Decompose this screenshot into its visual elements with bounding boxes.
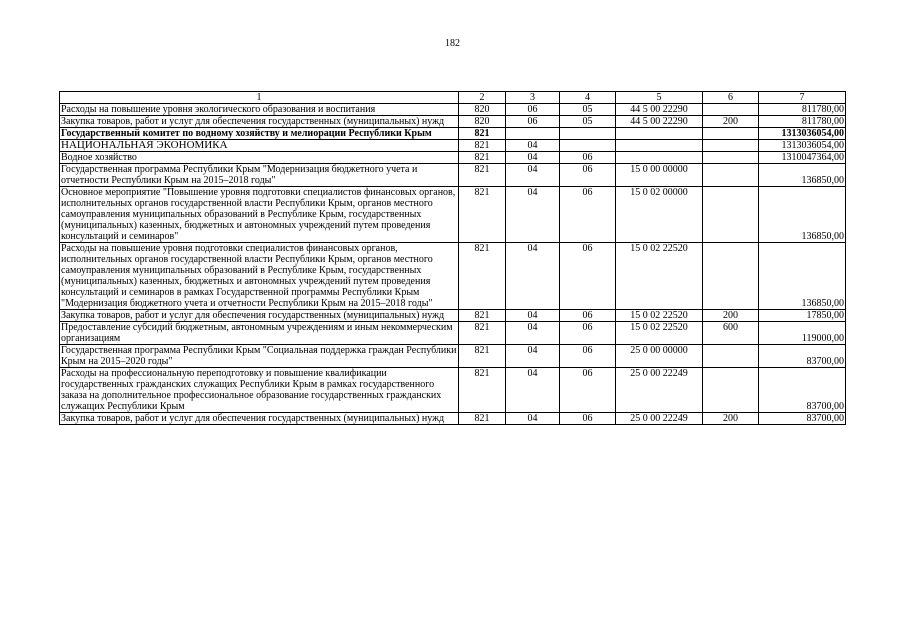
row-description: Водное хозяйство [60,152,459,164]
target-article-code [616,152,703,164]
ministry-code: 821 [459,140,506,152]
amount: 83700,00 [759,413,846,425]
row-description: Государственный комитет по водному хозяйству и мелиорации Республики Крым [60,128,459,140]
target-article-code: 25 0 00 22249 [616,413,703,425]
table-row [60,345,846,368]
subsection-code: 05 [560,116,616,128]
budget-table [59,91,846,425]
expense-type-code [703,368,759,413]
subsection-code: 06 [560,322,616,345]
column-header: 3 [506,92,560,104]
row-description: Расходы на повышение уровня подготовки специалистов финансовых органов, исполнительных органов государственной власти Республики Крым, органов местного самоуправления муниципальных образований в Республике Крым, государственных (муниципальных) казенных, бюджетных и автономных учреждений путем проведения консультаций и семинаров в рамках Государственной программы Республики Крым "Модернизация бюджетного учета и отчетности Республики Крым на 2015–2018 годы" [60,243,459,310]
amount: 136850,00 [759,187,846,243]
table-row [60,152,846,164]
row-description: Закупка товаров, работ и услуг для обеспечения государственных (муниципальных) нужд [60,413,459,425]
ministry-code: 821 [459,187,506,243]
subsection-code: 06 [560,187,616,243]
section-code: 04 [506,345,560,368]
expense-type-code: 600 [703,322,759,345]
expense-type-code: 200 [703,310,759,322]
amount: 119000,00 [759,322,846,345]
table-row [60,322,846,345]
row-description: Государственная программа Республики Крым "Социальная поддержка граждан Республики Крым на 2015–2020 годы" [60,345,459,368]
table-row [60,128,846,140]
section-code: 04 [506,140,560,152]
row-description: НАЦИОНАЛЬНАЯ ЭКОНОМИКА [60,140,459,152]
subsection-code: 06 [560,368,616,413]
target-article-code: 44 5 00 22290 [616,116,703,128]
row-description: Расходы на повышение уровня экологического образования и воспитания [60,104,459,116]
section-code: 04 [506,368,560,413]
target-article-code [616,140,703,152]
ministry-code: 821 [459,322,506,345]
expense-type-code [703,104,759,116]
row-description: Основное мероприятие "Повышение уровня подготовки специалистов финансовых органов, исполнительных органов государственной власти Республики Крым, органов местного самоуправления муниципальных образований в Республике Крым, государственных (муниципальных) казенных, бюджетных и автономных учреждений путем проведения консультаций и семинаров" [60,187,459,243]
target-article-code: 15 0 02 22520 [616,322,703,345]
row-description: Государственная программа Республики Крым "Модернизация бюджетного учета и отчетности Республики Крым на 2015–2018 годы" [60,164,459,187]
target-article-code: 15 0 02 00000 [616,187,703,243]
amount: 1310047364,00 [759,152,846,164]
subsection-code: 06 [560,345,616,368]
subsection-code [560,128,616,140]
amount: 83700,00 [759,368,846,413]
ministry-code: 821 [459,413,506,425]
target-article-code [616,128,703,140]
expense-type-code [703,187,759,243]
expense-type-code [703,128,759,140]
expense-type-code [703,140,759,152]
table-row [60,140,846,152]
expense-type-code [703,152,759,164]
subsection-code: 05 [560,104,616,116]
target-article-code: 25 0 00 22249 [616,368,703,413]
target-article-code: 44 5 00 22290 [616,104,703,116]
table-row [60,310,846,322]
table-row [60,116,846,128]
amount: 811780,00 [759,116,846,128]
section-code: 04 [506,322,560,345]
ministry-code: 820 [459,104,506,116]
section-code: 06 [506,116,560,128]
target-article-code: 25 0 00 00000 [616,345,703,368]
subsection-code [560,140,616,152]
expense-type-code [703,243,759,310]
ministry-code: 821 [459,368,506,413]
amount: 136850,00 [759,243,846,310]
ministry-code: 821 [459,152,506,164]
subsection-code: 06 [560,164,616,187]
subsection-code: 06 [560,310,616,322]
table-row [60,243,846,310]
amount: 1313036054,00 [759,128,846,140]
subsection-code: 06 [560,413,616,425]
section-code: 04 [506,310,560,322]
section-code: 06 [506,104,560,116]
expense-type-code: 200 [703,413,759,425]
ministry-code: 821 [459,345,506,368]
subsection-code: 06 [560,243,616,310]
expense-type-code [703,345,759,368]
row-description: Расходы на профессиональную переподготовку и повышение квалификации государственных гражданских служащих Республики Крым в рамках государственного заказа на дополнительное профессиональное образование государственных гражданских служащих Республики Крым [60,368,459,413]
table-row [60,187,846,243]
expense-type-code: 200 [703,116,759,128]
column-header: 7 [759,92,846,104]
target-article-code: 15 0 02 22520 [616,310,703,322]
ministry-code: 820 [459,116,506,128]
table-row [60,164,846,187]
amount: 83700,00 [759,345,846,368]
section-code: 04 [506,413,560,425]
section-code: 04 [506,152,560,164]
ministry-code: 821 [459,243,506,310]
column-header: 5 [616,92,703,104]
amount: 811780,00 [759,104,846,116]
section-code: 04 [506,187,560,243]
column-header: 1 [60,92,459,104]
row-description: Закупка товаров, работ и услуг для обеспечения государственных (муниципальных) нужд [60,310,459,322]
ministry-code: 821 [459,310,506,322]
amount: 17850,00 [759,310,846,322]
column-header: 6 [703,92,759,104]
section-code: 04 [506,164,560,187]
ministry-code: 821 [459,164,506,187]
target-article-code: 15 0 00 00000 [616,164,703,187]
subsection-code: 06 [560,152,616,164]
page-number: 182 [445,38,460,49]
column-header: 2 [459,92,506,104]
row-description: Закупка товаров, работ и услуг для обеспечения государственных (муниципальных) нужд [60,116,459,128]
ministry-code: 821 [459,128,506,140]
table-row [60,413,846,425]
amount: 136850,00 [759,164,846,187]
section-code [506,128,560,140]
amount: 1313036054,00 [759,140,846,152]
section-code: 04 [506,243,560,310]
column-header: 4 [560,92,616,104]
expense-type-code [703,164,759,187]
row-description: Предоставление субсидий бюджетным, автономным учреждениям и иным некоммерческим организациям [60,322,459,345]
table-row [60,368,846,413]
table-header-row [60,92,846,104]
target-article-code: 15 0 02 22520 [616,243,703,310]
table-row [60,104,846,116]
